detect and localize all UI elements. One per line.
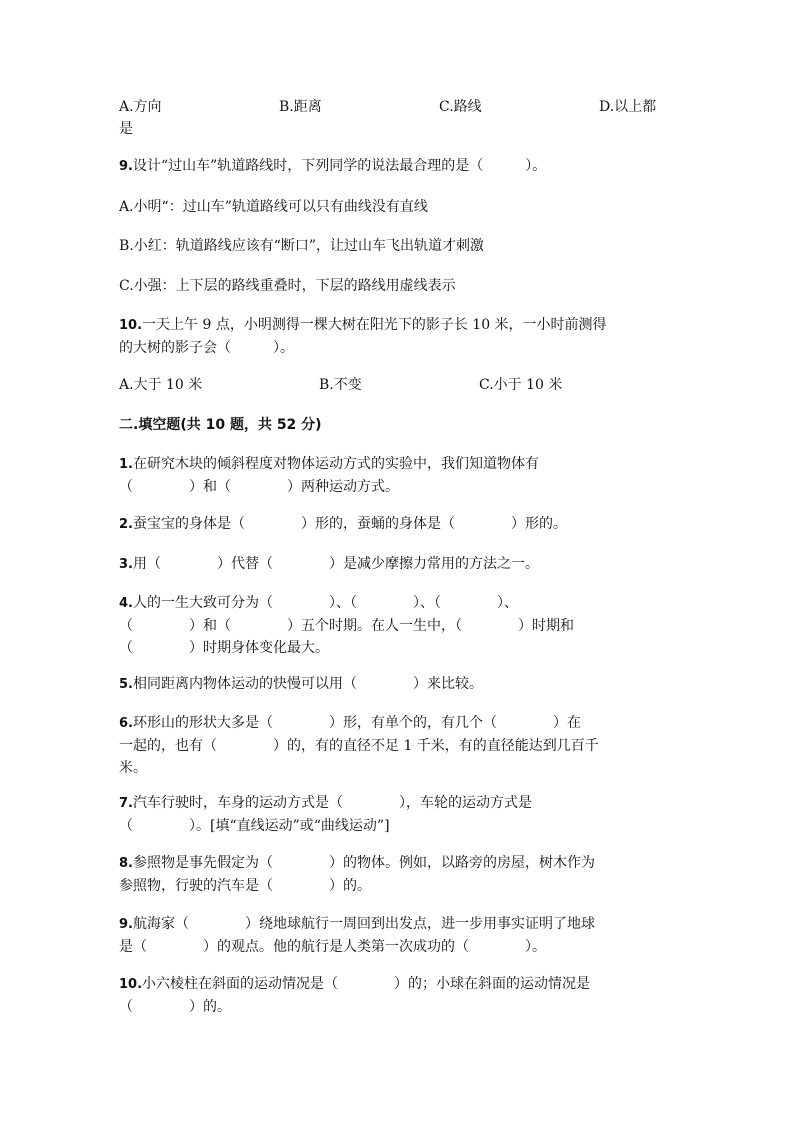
fill-question-5 [119, 673, 679, 696]
fill-5-number: 5. [119, 677, 133, 692]
fill-9-line2: 是（ ）的观点。他的航行是人类第一次成功的（ ）。 [119, 939, 546, 955]
q9-option-b: B.小红：轨道路线应该有“断口”，让过山车飞出轨道才刺激 [119, 238, 485, 254]
fill-question-4 [119, 592, 679, 659]
fill-10-line1: 小六棱柱在斜面的运动情况是（ ）的；小球在斜面的运动情况是 [142, 976, 591, 992]
q10-number: 10. [119, 318, 143, 333]
fill-6-number: 6. [119, 716, 133, 731]
fill-4-line3: （ ）时期身体变化最大。 [119, 640, 329, 656]
q8-option-d-wrap: 是 [119, 121, 133, 137]
fill-8-line2: 参照物，行驶的汽车是（ ）的。 [119, 878, 371, 894]
fill-2-line1: 蚕宝宝的身体是（ ）形的，蚕蛹的身体是（ ）形的。 [132, 516, 567, 532]
fill-5-line1: 相同距离内物体运动的快慢可以用（ ）来比较。 [132, 676, 483, 692]
fill-8-number: 8. [119, 856, 133, 871]
fill-6-line2: 一起的，也有（ ）的，有的直径不足 1 千米，有的直径能达到几百千 [119, 738, 599, 754]
fill-9-line1: 航海家（ ）绕地球航行一周回到出发点，进一步用事实证明了地球 [132, 916, 595, 932]
fill-1-line1: 在研究木块的倾斜程度对物体运动方式的实验中，我们知道物体有 [132, 456, 539, 472]
fill-question-3 [119, 553, 679, 576]
q8-option-a: A.方向 [119, 99, 162, 115]
q9-option-a: A.小明“：过山车”轨道路线可以只有曲线没有直线 [119, 199, 428, 215]
q8-option-d: D.以上都 [599, 99, 657, 115]
fill-1-line2: （ ）和（ ）两种运动方式。 [119, 479, 399, 495]
fill-question-7 [119, 792, 679, 837]
section-heading: 二.填空题(共 10 题，共 52 分) [119, 417, 322, 433]
fill-question-2 [119, 513, 679, 536]
q9-number: 9. [119, 159, 133, 174]
q8-option-c: C.路线 [439, 99, 482, 115]
fill-6-line3: 米。 [119, 760, 147, 776]
fill-question-10 [119, 973, 679, 1018]
q8-option-b: B.距离 [279, 99, 322, 115]
fill-1-number: 1. [119, 457, 133, 472]
fill-4-number: 4. [119, 596, 133, 611]
q10-option-c: C.小于 10 米 [479, 377, 563, 393]
fill-7-number: 7. [119, 796, 133, 811]
fill-4-line2: （ ）和（ ）五个时期。在人一生中，（ ）时期和 [119, 618, 574, 634]
q10-option-a: A.大于 10 米 [119, 377, 203, 393]
q10-text-line1: 一天上午 9 点，小明测得一棵大树在阳光下的影子长 10 米，一小时前测得 [142, 317, 607, 333]
fill-question-1 [119, 453, 679, 498]
fill-question-8 [119, 852, 679, 897]
q10-options [119, 374, 679, 396]
fill-3-line1: 用（ ）代替（ ）是减少摩擦力常用的方法之一。 [132, 556, 539, 572]
fill-6-line1: 环形山的形状大多是（ ）形，有单个的，有几个（ ）在 [132, 715, 581, 731]
fill-7-line2: （ ）。[填“直线运动”或“曲线运动”] [119, 818, 390, 834]
fill-question-6 [119, 712, 679, 779]
fill-7-line1: 汽车行驶时，车身的运动方式是（ ），车轮的运动方式是 [132, 795, 532, 811]
q10-option-b: B.不变 [319, 377, 362, 393]
q10-stem [119, 314, 679, 359]
fill-question-9 [119, 913, 679, 958]
q10-text-line2: 的大树的影子会（ ）。 [119, 340, 294, 356]
fill-2-number: 2. [119, 517, 133, 532]
fill-3-number: 3. [119, 557, 133, 572]
fill-10-number: 10. [119, 977, 143, 992]
fill-8-line1: 参照物是事先假定为（ ）的物体。例如，以路旁的房屋，树木作为 [132, 855, 595, 871]
q8-options [119, 96, 679, 140]
q9-option-c: C.小强：上下层的路线重叠时，下层的路线用虚线表示 [119, 278, 456, 294]
q9-stem [119, 155, 679, 178]
q9-text: 设计“过山车”轨道路线时，下列同学的说法最合理的是（ ）。 [132, 158, 547, 174]
fill-9-number: 9. [119, 917, 133, 932]
fill-4-line1: 人的一生大致可分为（ ）、（ ）、（ ）、 [132, 595, 518, 611]
fill-10-line2: （ ）的。 [119, 999, 231, 1015]
